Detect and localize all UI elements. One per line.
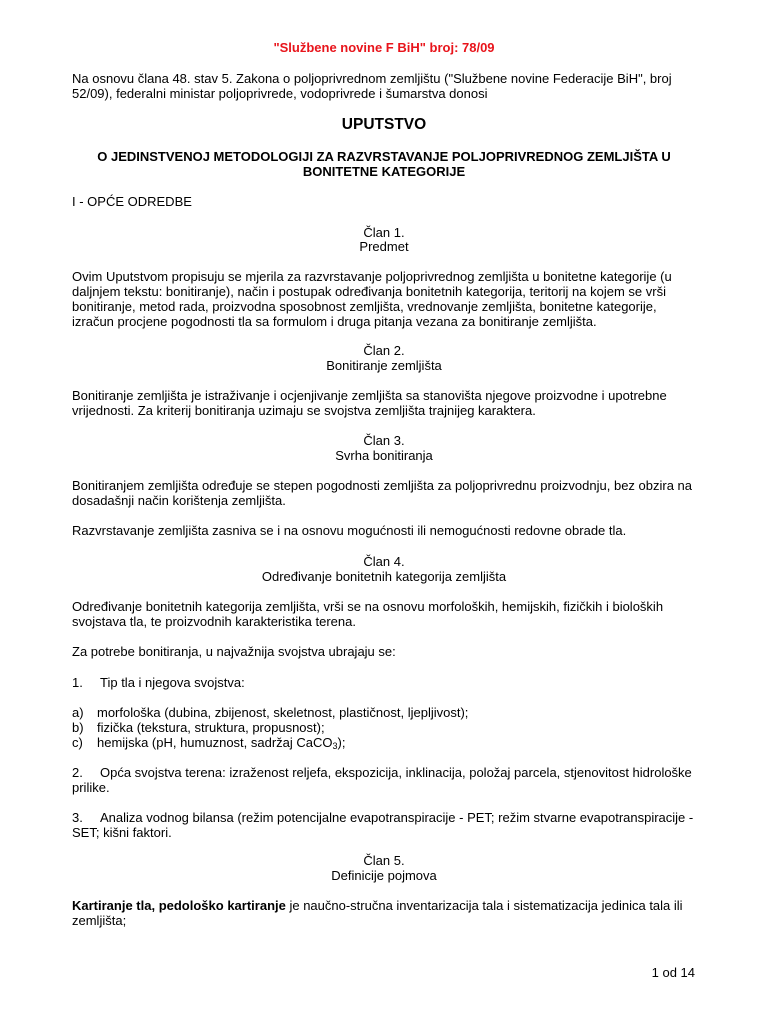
article-title: Određivanje bonitetnih kategorija zemljišta xyxy=(261,569,507,584)
list-item xyxy=(72,675,696,690)
list-marker: a) xyxy=(72,705,84,720)
list-marker: 1. xyxy=(72,675,83,690)
page-number: 1 od 14 xyxy=(651,965,695,980)
subscript: 3 xyxy=(332,741,338,751)
list-item-text: fizička (tekstura, struktura, propusnost); xyxy=(97,720,325,735)
list-item-text: Analiza vodnog bilansa (režim potencijalne evapotranspiracije - PET; režim stvarne evapotranspiracije - SET; kišni faktori. xyxy=(72,810,694,840)
document-subtitle: O JEDINSTVENOJ METODOLOGIJI ZA RAZVRSTAVANJE POLJOPRIVREDNOG ZEMLJIŠTA U BONITETNE KATEGORIJE xyxy=(97,149,671,179)
article-number: Član 1. xyxy=(363,225,405,240)
list-marker: c) xyxy=(72,735,83,750)
definition-term: Kartiranje tla, pedološko kartiranje xyxy=(72,898,286,913)
article-paragraph: Za potrebe bonitiranja, u najvažnija svojstva ubrajaju se: xyxy=(72,644,396,659)
definition-paragraph xyxy=(72,898,696,928)
list-item xyxy=(72,765,696,795)
article-title: Bonitiranje zemljišta xyxy=(326,358,442,373)
preamble-paragraph: Na osnovu člana 48. stav 5. Zakona o poljoprivrednom zemljištu ("Službene novine Federacije BiH", broj 52/09), federalni ministar poljoprivrede, vodoprivrede i šumarstva donosi xyxy=(72,71,672,101)
article-title: Definicije pojmova xyxy=(331,868,437,883)
list-item-text: hemijska (pH, humuznost, sadržaj CaCO xyxy=(97,735,333,750)
list-item-text: morfološka (dubina, zbijenost, skeletnost, plastičnost, ljepljivost); xyxy=(97,705,469,720)
list-item-text: Tip tla i njegova svojstva: xyxy=(100,675,245,690)
list-item xyxy=(72,810,696,840)
article-number: Član 2. xyxy=(363,343,405,358)
article-number: Član 3. xyxy=(363,433,405,448)
gazette-reference: "Službene novine F BiH" broj: 78/09 xyxy=(273,40,495,55)
list-item-text: Opća svojstva terena: izraženost reljefa, ekspozicija, inklinacija, položaj parcela, stjenovitost hidrološke prilike. xyxy=(72,765,692,795)
list-item-text-end: ); xyxy=(337,735,346,750)
article-paragraph: Ovim Uputstvom propisuju se mjerila za razvrstavanje poljoprivrednog zemljišta u bonitetne kategorije (u daljnjem tekstu: bonitiranje), način i postupak određivanja bonitetnih kategorija, teritorij na kojem se vrši bonitiranje, metod rada, proizvodna sposobnost zemljišta, vrednovanje zemljišta, bonitetne kategorije, izračun procjene pogodnosti tla sa formulom i druga pitanja vezana za bonitiranje zemljišta. xyxy=(72,269,672,329)
list-item xyxy=(72,705,696,720)
list-item xyxy=(72,720,696,735)
document-title: UPUTSTVO xyxy=(341,116,427,133)
list-marker: 3. xyxy=(72,810,83,825)
article-paragraph: Bonitiranje zemljišta je istraživanje i ocjenjivanje zemljišta sa stanovišta njegove proizvodne i upotrebne vrijednosti. Za kriterij bonitiranja uzimaju se svojstva zemljišta trajnijeg karaktera. xyxy=(72,388,667,418)
definition-text: je naučno-stručna inventarizacija tala i sistematizacija jedinica tala ili zemljišta; xyxy=(72,898,683,928)
article-number: Član 4. xyxy=(363,554,405,569)
article-paragraph: Razvrstavanje zemljišta zasniva se i na osnovu mogućnosti ili nemogućnosti redovne obrade tla. xyxy=(72,523,627,538)
section-heading: I - OPĆE ODREDBE xyxy=(72,194,192,209)
article-paragraph: Bonitiranjem zemljišta određuje se stepen pogodnosti zemljišta za poljoprivrednu proizvodnju, bez obzira na dosadašnji način korištenja zemljišta. xyxy=(72,478,693,508)
article-title: Predmet xyxy=(359,239,409,254)
article-title: Svrha bonitiranja xyxy=(335,448,433,463)
list-marker: b) xyxy=(72,720,84,735)
article-number: Član 5. xyxy=(363,853,405,868)
article-paragraph: Određivanje bonitetnih kategorija zemljišta, vrši se na osnovu morfoloških, hemijskih, fizičkih i bioloških svojstava tla, te proizvodnih karakteristika terena. xyxy=(72,599,664,629)
list-item xyxy=(72,735,696,750)
list-marker: 2. xyxy=(72,765,83,780)
